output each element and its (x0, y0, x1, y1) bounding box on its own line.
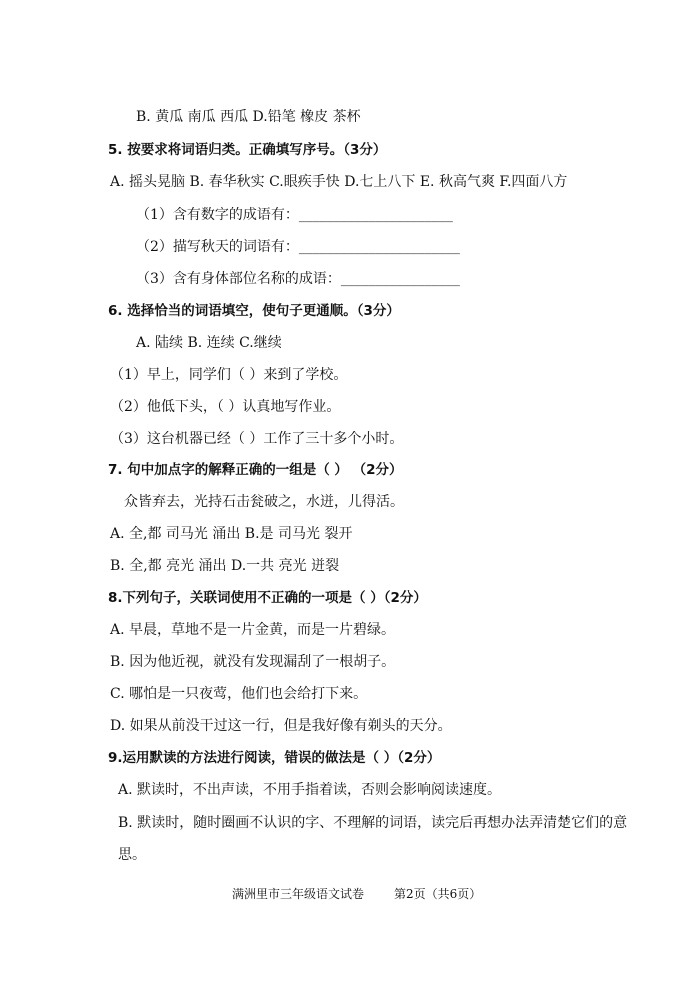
question-7-options-cd: B. 全,都 亮光 涌出 D.一共 亮光 迸裂 (110, 558, 340, 574)
question-7-options-ab: A. 全,都 司马光 涌出 B.是 司马光 裂开 (110, 526, 353, 542)
question-8-heading: 8.下列句子，关联词使用不正确的一项是（ ）（2分） (108, 590, 427, 606)
question-7-sentence: 众皆弃去，光持石击瓮破之，水迸，儿得活。 (124, 494, 404, 510)
question-6-sub-2: （2）他低下头，（ ）认真地写作业。 (110, 399, 341, 415)
question-5-heading: 5. 按要求将词语归类。正确填写序号。（3分） (108, 142, 387, 158)
question-8-option-c: C. 哪怕是一只夜莺，他们也会给打下来。 (110, 686, 368, 702)
question-5-sub-1: （1）含有数字的成语有：______________________ (136, 207, 453, 223)
footer-school: 满洲里市三年级语文试卷 (232, 887, 365, 901)
question-9-option-b-cont: 思。 (118, 847, 146, 863)
question-9-heading: 9.运用默读的方法进行阅读，错误的做法是（ ）（2分） (108, 750, 441, 766)
q4-option-b-d: B. 黄瓜 南瓜 西瓜 D.铅笔 橡皮 茶杯 (136, 109, 361, 125)
question-6-sub-3: （3）这台机器已经（ ）工作了三十多个小时。 (110, 431, 404, 447)
question-8-option-d: D. 如果从前没干过这一行，但是我好像有剃头的天分。 (110, 718, 452, 734)
page-footer (232, 885, 481, 903)
question-9-option-b: B. 默读时，随时圈画不认识的字、不理解的词语，读完后再想办法弄清楚它们的意 (118, 815, 628, 831)
question-9-option-a: A. 默读时，不出声读，不用手指着读，否则会影响阅读速度。 (118, 782, 502, 798)
question-6-heading: 6. 选择恰当的词语填空，使句子更通顺。（3分） (108, 303, 400, 319)
question-6-options: A. 陆续 B. 连续 C.继续 (136, 335, 282, 351)
question-5-sub-3: （3）含有身体部位名称的成语：_________________ (136, 271, 460, 287)
question-5-options: A. 摇头晃脑 B. 春华秋实 C.眼疾手快 D.七上八下 E. 秋高气爽 F.四面八方 (110, 174, 568, 190)
question-8-option-a: A. 早晨，草地不是一片金黄，而是一片碧绿。 (110, 622, 396, 638)
question-6-sub-1: （1）早上，同学们（ ）来到了学校。 (110, 367, 348, 383)
question-5-sub-2: （2）描写秋天的词语有：_______________________ (136, 239, 460, 255)
question-7-heading: 7. 句中加点字的解释正确的一组是（ ） （2分） (108, 462, 403, 478)
footer-page-number: 第2页（共6页） (394, 887, 482, 901)
question-8-option-b: B. 因为他近视，就没有发现漏刮了一根胡子。 (110, 654, 396, 670)
